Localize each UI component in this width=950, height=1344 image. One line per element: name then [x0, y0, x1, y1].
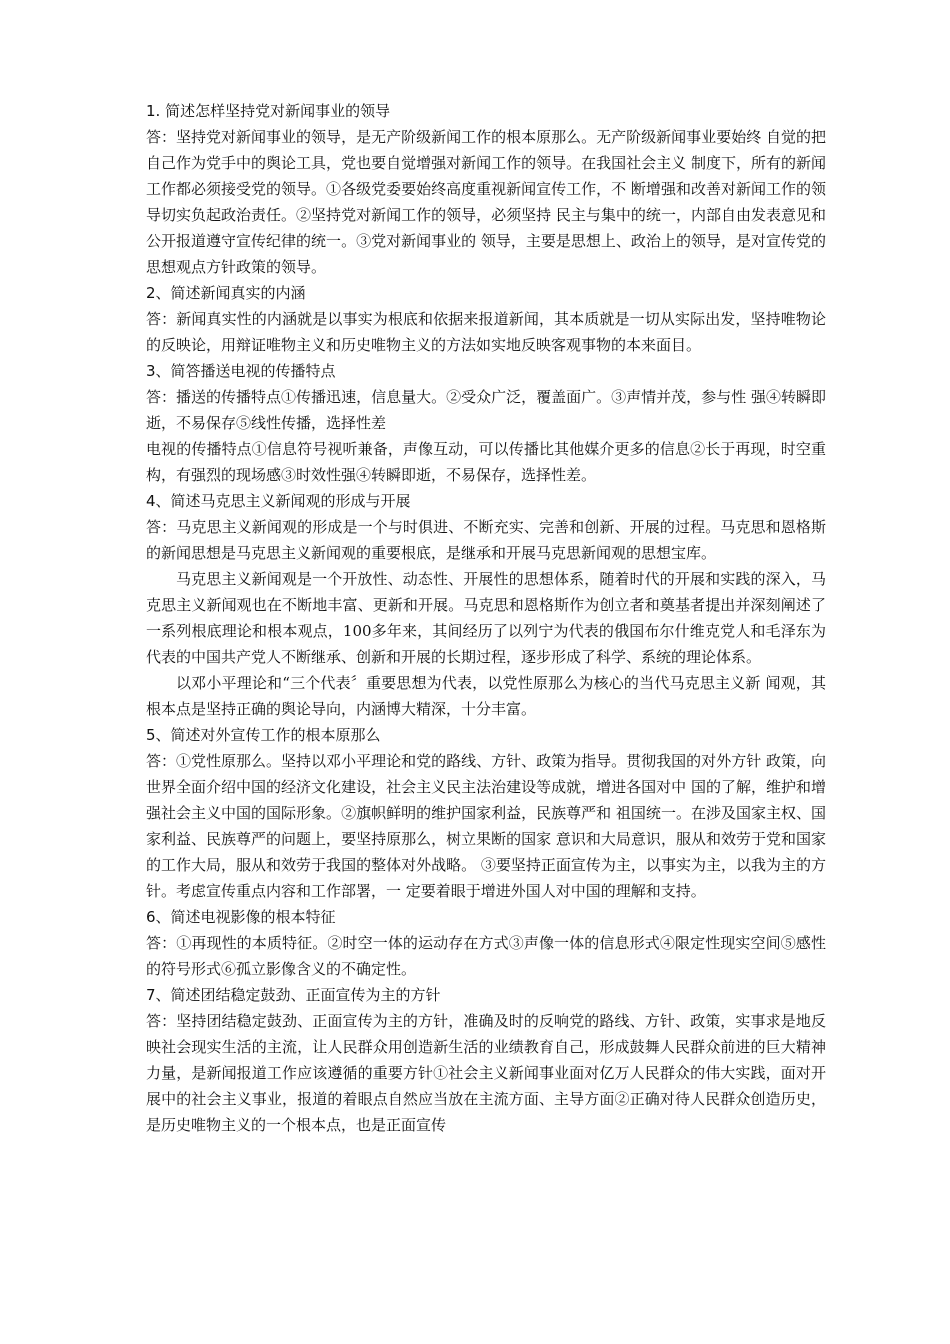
question-6-answer: 答：①再现性的本质特征。②时空一体的运动存在方式③声像一体的信息形式④限定性现实空间⑤感性的符号形式⑥孤立影像含义的不确定性。	[146, 934, 826, 978]
question-3-answer-tv: 电视的传播特点①信息符号视听兼备，声像互动，可以传播比其他媒介更多的信息②长于再现，时空重构，有强烈的现场感③时效性强④转瞬即逝，不易保存，选择性差。	[146, 440, 826, 484]
question-1-answer: 答：坚持党对新闻事业的领导，是无产阶级新闻工作的根本原那么。无产阶级新闻事业要始终 自觉的把自己作为党手中的舆论工具，党也要自觉增强对新闻工作的领导。在我国社会主义 制度下，所有的新闻工作都必须接受党的领导。①各级党委要始终高度重视新闻宣传工作，不 断增强和改善对新闻工作的领导切实负起政治责任。②坚持党对新闻工作的领导，必须坚持 民主与集中的统一，内部自由发表意见和公开报道遵守宣传纪律的统一。③党对新闻事业的 领导，主要是思想上、政治上的领导，是对宣传党的思想观点方针政策的领导。	[146, 128, 826, 276]
question-4-paragraph-3: 以邓小平理论和“三个代表〞重要思想为代表，以党性原那么为核心的当代马克思主义新 闻观，其根本点是坚持正确的舆论导向，内涵博大精深，十分丰富。	[146, 674, 826, 718]
document-page	[146, 98, 826, 1138]
question-5-answer: 答：①党性原那么。坚持以邓小平理论和党的路线、方针、政策为指导。贯彻我国的对外方针 政策，向世界全面介绍中国的经济文化建设，社会主义民主法治建设等成就，增进各国对中 国的了解，维护和增强社会主义中国的国际形象。②旗帜鲜明的维护国家利益，民族尊严和 祖国统一。在涉及国家主权、国家利益、民族尊严的问题上，要坚持原那么，树立果断的国家 意识和大局意识，服从和效劳于党和国家的工作大局，服从和效劳于我国的整体对外战略。 ③要坚持正面宣传为主，以事实为主，以我为主的方针。考虑宣传重点内容和工作部署，一 定要着眼于增进外国人对中国的理解和支持。	[146, 752, 826, 900]
question-4-title: 4、简述马克思主义新闻观的形成与开展	[146, 492, 411, 510]
question-4-answer: 答：马克思主义新闻观的形成是一个与时俱进、不断充实、完善和创新、开展的过程。马克思和恩格斯的新闻思想是马克思主义新闻观的重要根底，是继承和开展马克思新闻观的思想宝库。	[146, 518, 826, 562]
question-3-answer: 答：播送的传播特点①传播迅速，信息量大。②受众广泛，覆盖面广。③声情并茂，参与性 强④转瞬即逝，不易保存⑤线性传播，选择性差	[146, 388, 826, 432]
question-2-answer: 答：新闻真实性的内涵就是以事实为根底和依据来报道新闻，其本质就是一切从实际出发，坚持唯物论的反映论，用辩证唯物主义和历史唯物主义的方法如实地反映客观事物的本来面目。	[146, 310, 826, 354]
question-1-title: 1. 简述怎样坚持党对新闻事业的领导	[146, 102, 391, 120]
question-2-title: 2、简述新闻真实的内涵	[146, 284, 306, 302]
question-7-answer: 答：坚持团结稳定鼓劲、正面宣传为主的方针，准确及时的反响党的路线、方针、政策，实事求是地反映社会现实生活的主流，让人民群众用创造新生活的业绩教育自己，形成鼓舞人民群众前进的巨大精神力量，是新闻报道工作应该遵循的重要方针①社会主义新闻事业面对亿万人民群众的伟大实践，面对开展中的社会主义事业，报道的着眼点自然应当放在主流方面、主导方面②正确对待人民群众创造历史，是历史唯物主义的一个根本点，也是正面宣传	[146, 1012, 826, 1134]
question-5-title: 5、简述对外宣传工作的根本原那么	[146, 726, 381, 744]
question-6-title: 6、简述电视影像的根本特征	[146, 908, 336, 926]
question-4-paragraph-2: 马克思主义新闻观是一个开放性、动态性、开展性的思想体系，随着时代的开展和实践的深入，马克思主义新闻观也在不断地丰富、更新和开展。马克思和恩格斯作为创立者和奠基者提出并深刻阐述了一系列根底理论和根本观点，100多年来，其间经历了以列宁为代表的俄国布尔什维克党人和毛泽东为代表的中国共产党人不断继承、创新和开展的长期过程，逐步形成了科学、系统的理论体系。	[146, 570, 826, 666]
question-7-title: 7、简述团结稳定鼓劲、正面宣传为主的方针	[146, 986, 441, 1004]
question-3-title: 3、简答播送电视的传播特点	[146, 362, 336, 380]
